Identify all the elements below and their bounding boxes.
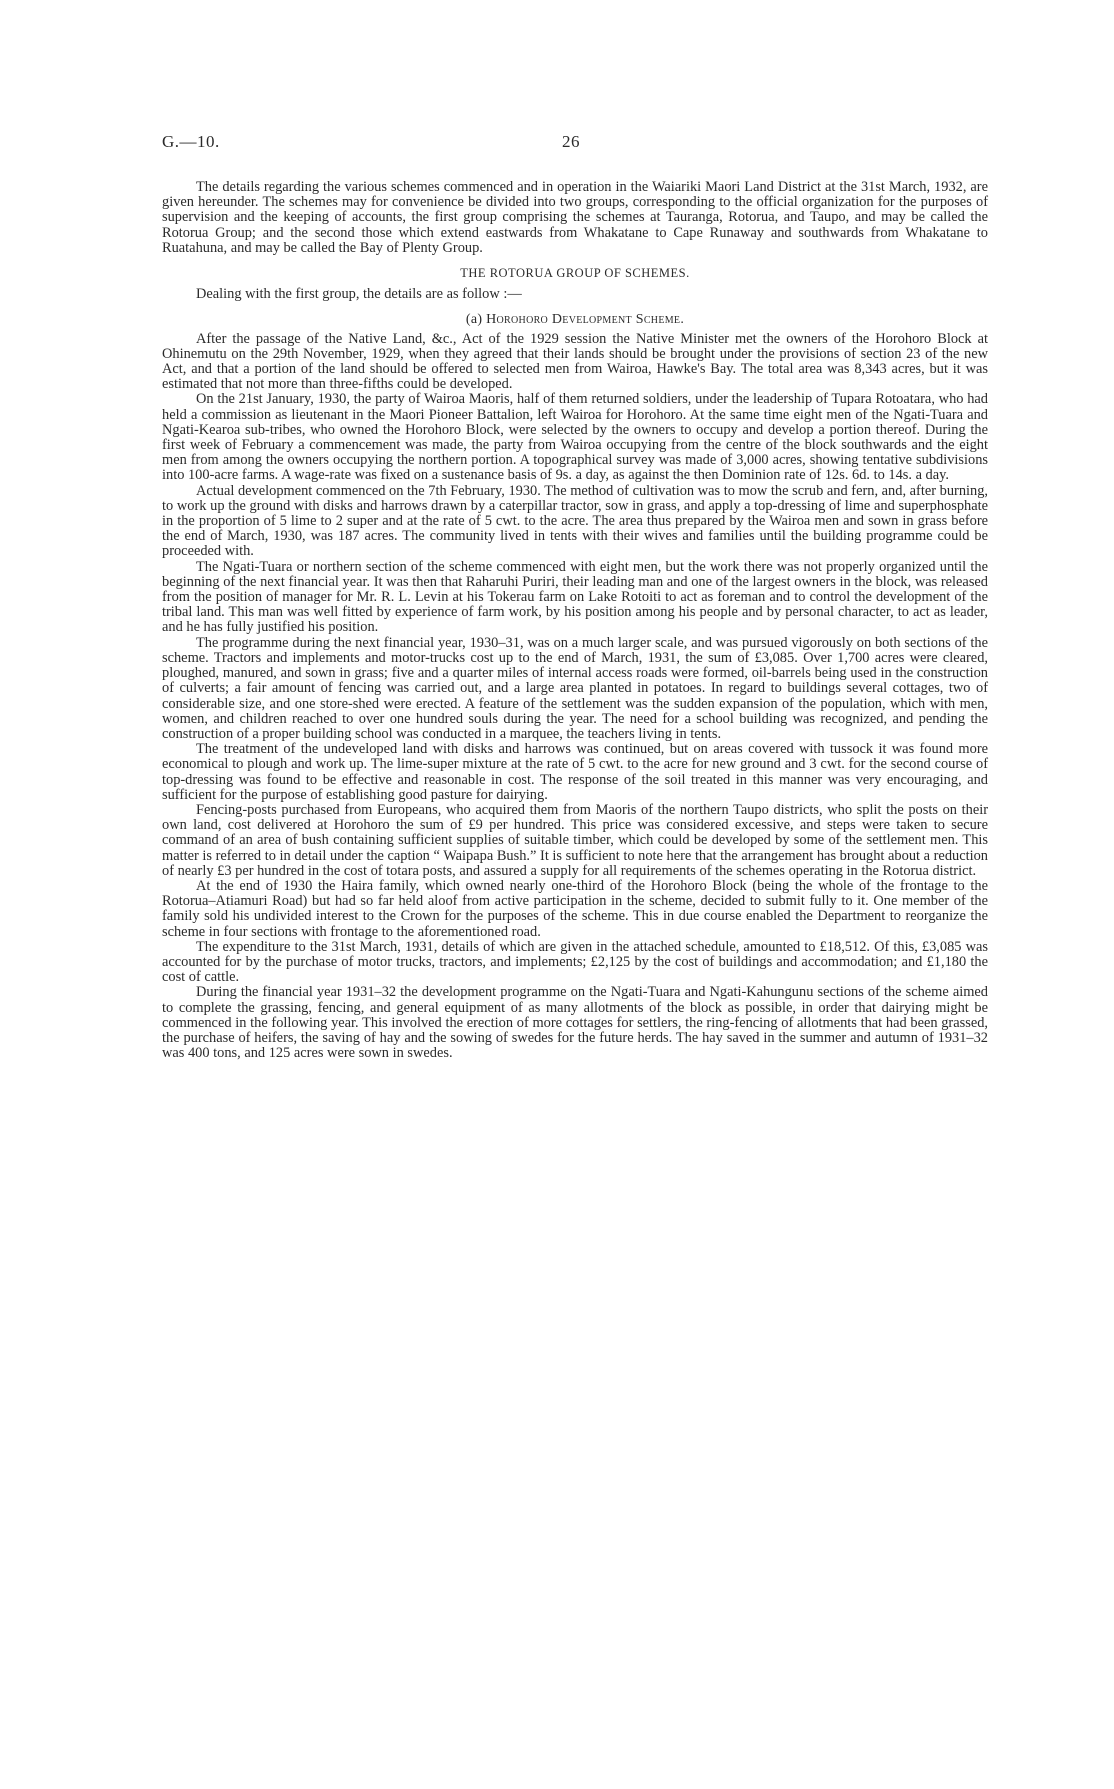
body-paragraph: Actual development commenced on the 7th February, 1930. The method of cultivation was to mow the scrub and fern, and, after burning, to work up the ground with disks and harrows drawn by a caterpillar tractor, sow in grass, and apply a top-dressing of lime and superphosphate in the proportion of 5 lime to 2 super and at the rate of 5 cwt. to the acre. The area thus prepared by the Wairoa men and sown in grass before the end of March, 1930, was 187 acres. The community lived in tents with their wives and families until the building programme could be proceeded with.: [162, 482, 988, 560]
scheme-title: Horohoro Development Scheme.: [486, 312, 685, 328]
body-paragraph: After the passage of the Native Land, &c., Act of the 1929 session the Native Minister met the owners of the Horohoro Block at Ohinemutu on the 29th November, 1929, when they agreed that their lands should be brought under the provisions of section 23 of the new Act, and that a portion of the land should be offered to selected men from Wairoa, Hawke's Bay. The total area was 8,343 acres, but it was estimated that not more than three-fifths could be developed.: [162, 330, 988, 393]
scheme-label: (a): [465, 312, 483, 328]
body-paragraph: At the end of 1930 the Haira family, which owned nearly one-third of the Horohoro Block (being the whole of the frontage to the Rotorua–Atiamuri Road) but had so far held aloof from active participation in the scheme, decided to submit fully to it. One member of the family sold his undivided interest to the Crown for the purposes of the scheme. This in due course enabled the Department to reorganize the scheme in four sections with frontage to the aforementioned road.: [162, 877, 988, 940]
section-heading: THE ROTORUA GROUP OF SCHEMES.: [460, 266, 690, 281]
body-paragraph: During the financial year 1931–32 the development programme on the Ngati-Tuara and Ngati-Kahungunu sections of the scheme aimed to complete the grassing, fencing, and general equipment of as many allotments of the block as possible, in order that dairying might be commenced in the following year. This involved the erection of more cottages for settlers, the ring-fencing of allotments that had been grassed, the purchase of heifers, the saving of hay and the sowing of swedes for the future herds. The hay saved in the summer and autumn of 1931–32 was 400 tons, and 125 acres were sown in swedes.: [162, 984, 988, 1062]
document-body: [162, 180, 988, 1061]
page-number: 26: [562, 132, 580, 151]
intro-paragraph-2: Dealing with the first group, the details are as follow :—: [196, 286, 522, 303]
body-paragraph: The expenditure to the 31st March, 1931, details of which are given in the attached schedule, amounted to £18,512. Of this, £3,085 was accounted for by the purchase of motor trucks, tractors, and implements; £2,125 by the cost of buildings and accommodation; and £1,180 the cost of cattle.: [162, 938, 988, 986]
body-paragraph: On the 21st January, 1930, the party of Wairoa Maoris, half of them returned soldiers, under the leadership of Tupara Rotoatara, who had held a commission as lieutenant in the Maori Pioneer Battalion, left Wairoa for Horohoro. At the same time eight men of the Ngati-Tuara and Ngati-Kearoa sub-tribes, who owned the Horohoro Block, were selected by the owners to occupy and develop a portion thereof. During the first week of February a commencement was made, the party from Wairoa occupying from the centre of the block southwards and the eight men from among the owners occupying the northern portion. A topographical survey was made of 3,000 acres, showing tentative subdivisions into 100-acre farms. A wage-rate was fixed on a sustenance basis of 9s. a day, as against the then Dominion rate of 12s. 6d. to 14s. a day.: [162, 391, 988, 484]
scheme-heading: [162, 312, 988, 327]
intro-paragraph: The details regarding the various schemes commenced and in operation in the Waiariki Maori Land District at the 31st March, 1932, are given hereunder. The schemes may for convenience be divided into two groups, corresponding to the official organization for the purposes of supervision and the keeping of accounts, the first group comprising the schemes at Tauranga, Rotorua, and Taupo, and may be called the Rotorua Group; and the second those which extend eastwards from Whakatane to Cape Runaway and southwards from Whakatane to Ruatahuna, and may be called the Bay of Plenty Group.: [162, 179, 988, 256]
body-paragraph: The programme during the next financial year, 1930–31, was on a much larger scale, and was pursued vigorously on both sections of the scheme. Tractors and implements and motor-trucks cost up to the end of March, 1931, the sum of £3,085. Over 1,700 acres were cleared, ploughed, manured, and sown in grass; five and a quarter miles of internal access roads were formed, oil-barrels being used in the construction of culverts; a fair amount of fencing was carried out, and a large area planted in potatoes. In regard to buildings several cottages, two of considerable size, and one store-shed were erected. A feature of the settlement was the sudden expansion of the population, which with men, women, and children reached to over one hundred souls during the year. The need for a school building was recognized, and pending the construction of a proper building school was conducted in a marquee, the teachers living in tents.: [162, 634, 988, 742]
body-paragraph: The Ngati-Tuara or northern section of the scheme commenced with eight men, but the work there was not properly organized until the beginning of the next financial year. It was then that Raharuhi Puriri, their leading man and one of the largest owners in the block, was released from the position of manager for Mr. R. L. Levin at his Tokerau farm on Lake Rotoiti to act as foreman and to control the development of the tribal land. This man was well fitted by experience of farm work, by his position among his people and by personal character, to act as leader, and he has fully justified his position.: [162, 558, 988, 636]
page-header: [0, 132, 1114, 154]
body-paragraph: The treatment of the undeveloped land with disks and harrows was continued, but on areas covered with tussock it was found more economical to plough and work up. The lime-super mixture at the rate of 5 cwt. to the acre for new ground and 3 cwt. for the second course of top-dressing was found to be effective and reasonable in cost. The response of the soil treated in this manner was very encouraging, and sufficient for the purpose of establishing good pasture for dairying.: [162, 741, 988, 803]
body-paragraph: Fencing-posts purchased from Europeans, who acquired them from Maoris of the northern Taupo districts, who split the posts on their own land, cost delivered at Horohoro the sum of £9 per hundred. This price was considered excessive, and steps were taken to secure command of an area of bush containing sufficient supplies of suitable timber, which could be developed by some of the settlement men. This matter is referred to in detail under the caption “ Waipapa Bush.” It is sufficient to note here that the arrangement has brought about a reduction of nearly £3 per hundred in the cost of totara posts, and assured a supply for all requirements of the schemes operating in the Rotorua district.: [162, 801, 988, 879]
document-reference: G.—10.: [162, 132, 220, 151]
